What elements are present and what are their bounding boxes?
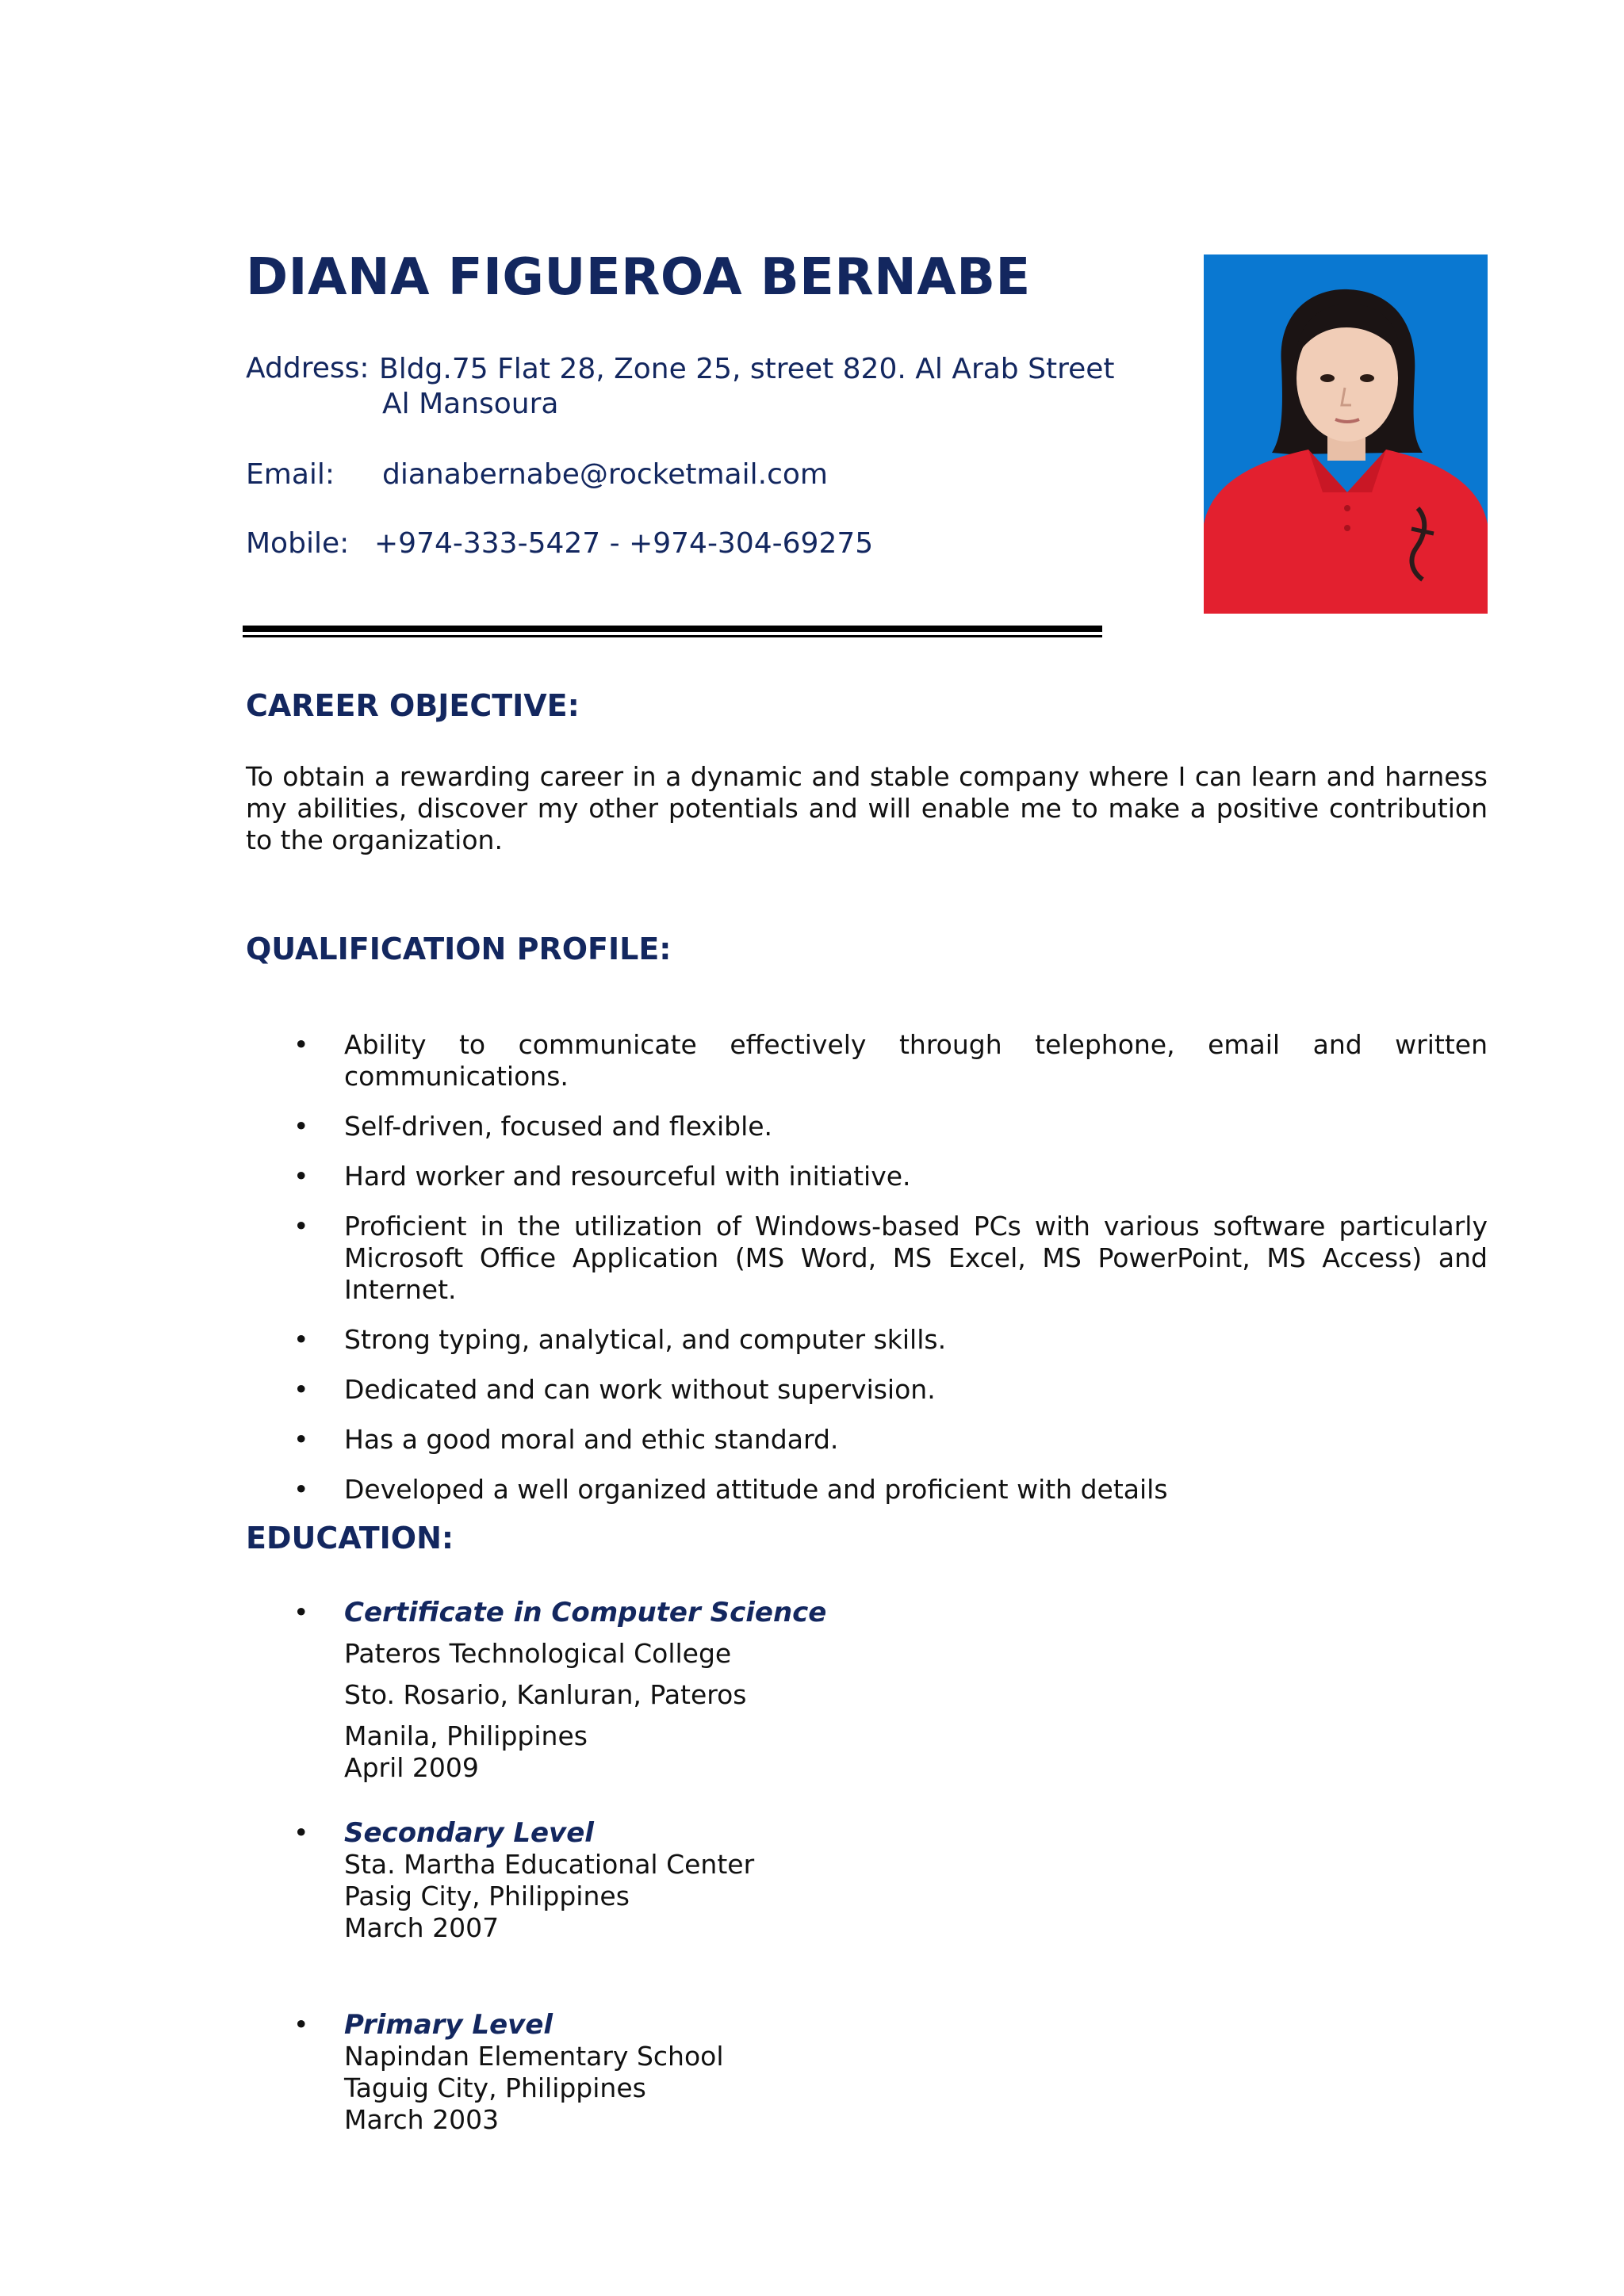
bullet-icon: • [293,1111,309,1142]
portrait-illustration [1204,254,1488,614]
address-line-2: Al Mansoura [382,388,559,420]
education-line: April 2009 [344,1752,479,1783]
bullet-icon: • [293,2009,309,2040]
address-label: Address: [246,352,370,385]
address-value [379,352,1115,422]
education-line: Taguig City, Philippines [344,2072,646,2103]
list-item [246,1161,1488,1192]
education-line: Napindan Elementary School [344,2041,724,2072]
bullet-icon: • [293,1817,309,1848]
bullet-icon: • [293,1474,309,1505]
list-item [246,1029,1488,1093]
qualification-profile-heading: QUALIFICATION PROFILE: [246,932,672,966]
email-label: Email: [246,458,335,491]
education-line: Sta. Martha Educational Center [344,1849,755,1880]
list-item [246,1211,1488,1306]
qualification-list [246,1029,1488,1524]
education-line: March 2003 [344,2104,500,2135]
qualification-text: Developed a well organized attitude and proficient with details [344,1474,1168,1505]
education-line: March 2007 [344,1912,500,1943]
mobile-value: +974-333-5427 - +974-304-69275 [374,527,874,560]
address-line-1: Bldg.75 Flat 28, Zone 25, street 820. Al Arab Street [379,353,1115,385]
bullet-icon: • [293,1029,309,1060]
header-divider-thick [243,626,1102,632]
list-item [246,1424,1488,1456]
education-degree: Secondary Level [344,1817,594,1849]
qualification-text: Has a good moral and ethic standard. [344,1424,839,1455]
profile-photo [1204,254,1488,614]
qualification-text: Self-driven, focused and flexible. [344,1111,773,1142]
career-objective-heading: CAREER OBJECTIVE: [246,688,580,723]
qualification-text: Strong typing, analytical, and computer skills. [344,1324,947,1355]
list-item [246,1374,1488,1406]
bullet-icon: • [293,1597,309,1628]
education-heading: EDUCATION: [246,1521,454,1556]
education-line: Pateros Technological College [344,1638,732,1669]
email-value: dianabernabe@rocketmail.com [382,458,828,491]
mobile-label: Mobile: [246,527,350,560]
qualification-text: Proficient in the utilization of Windows-based PCs with various software particularly Microsoft Office Application (MS Word, MS Excel, MS PowerPoint, MS Access) and Internet. [344,1211,1488,1305]
education-line: Pasig City, Philippines [344,1881,630,1911]
list-item [246,1324,1488,1356]
education-degree: Certificate in Computer Science [344,1597,827,1628]
bullet-icon: • [293,1374,309,1405]
bullet-icon: • [293,1161,309,1192]
education-line: Manila, Philippines [344,1720,588,1751]
qualification-text: Hard worker and resourceful with initiative. [344,1161,911,1192]
bullet-icon: • [293,1324,309,1355]
education-line: Sto. Rosario, Kanluran, Pateros [344,1679,747,1710]
bullet-icon: • [293,1424,309,1455]
list-item [246,1474,1488,1506]
list-item [246,1111,1488,1142]
qualification-text: Ability to communicate effectively through telephone, email and written communications. [344,1029,1488,1092]
career-objective-text: To obtain a rewarding career in a dynamic and stable company where I can learn and harness my abilities, discover my other potentials and will enable me to make a positive contribution to the organization. [246,761,1488,855]
candidate-name: DIANA FIGUEROA BERNABE [246,248,1031,307]
qualification-text: Dedicated and can work without supervision. [344,1374,936,1405]
education-degree: Primary Level [344,2009,553,2041]
bullet-icon: • [293,1211,309,1242]
header-divider-thin [243,635,1102,637]
